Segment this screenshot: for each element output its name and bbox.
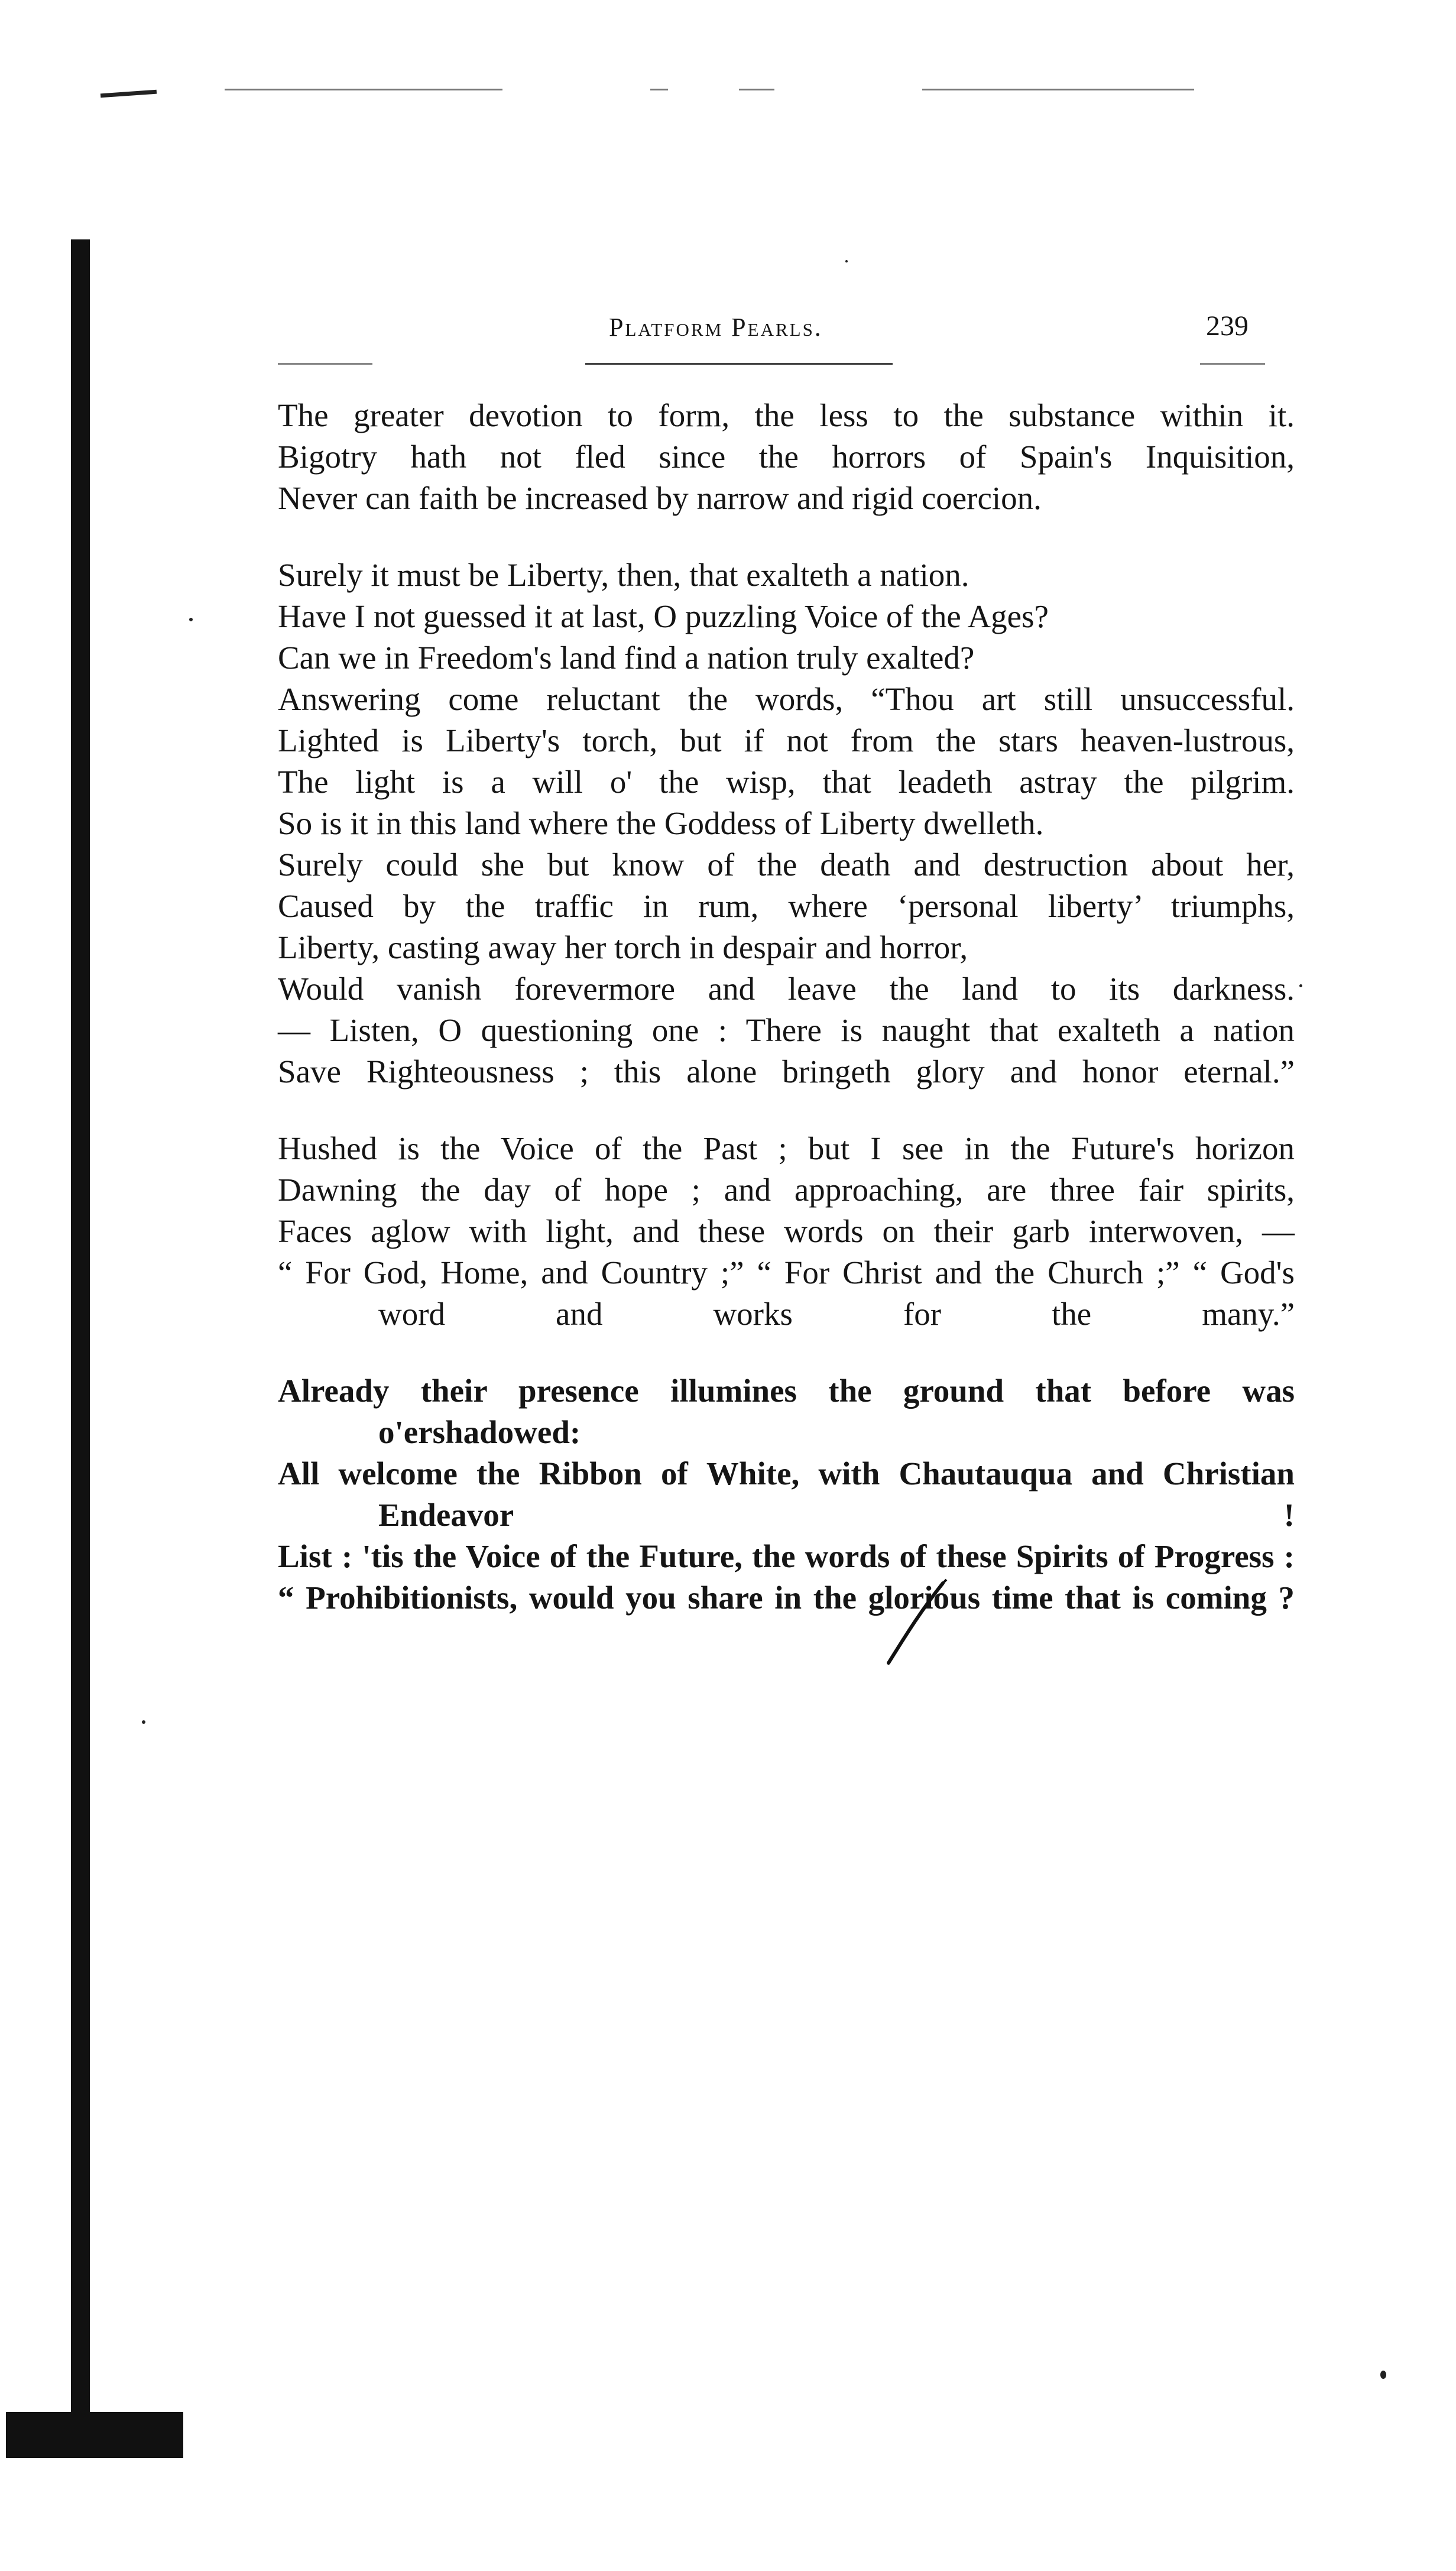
verse-line: The light is a will o' the wisp, that leadeth astray the pilgrim. [278, 764, 1295, 800]
speck [1380, 2371, 1386, 2379]
verse-line: All welcome the Ribbon of White, with Chautauqua and Christian Endeavor ! [278, 1455, 1295, 1533]
page-number: 239 [1206, 310, 1249, 342]
header-rule [1200, 363, 1265, 365]
binding-shadow [71, 239, 90, 2415]
scan-dash [739, 89, 774, 90]
verse-line: Liberty, casting away her torch in despair and horror, [278, 929, 968, 965]
verse-line: Never can faith be increased by narrow and rigid coercion. [278, 480, 1042, 516]
poem-text [278, 395, 1295, 1619]
verse-line: Surely it must be Liberty, then, that exalteth a nation. [278, 557, 969, 593]
verse-line: Have I not guessed it at last, O puzzling Voice of the Ages? [278, 598, 1049, 634]
verse-line: “ For God, Home, and Country ;” “ For Christ and the Church ;” “ God's word and works for the many.” [278, 1254, 1295, 1332]
verse-line: Caused by the traffic in rum, where ‘personal liberty’ triumphs, [278, 888, 1295, 924]
header-rule [278, 363, 372, 365]
pen-stroke-mark [884, 1577, 949, 1666]
verse-line: Lighted is Liberty's torch, but if not from the stars heaven-lustrous, [278, 722, 1295, 758]
running-head: Platform Pearls. [609, 313, 823, 342]
speck [1299, 984, 1302, 987]
verse-line: Already their presence illumines the ground that before was o'ershadowed: [278, 1373, 1295, 1450]
verse-line: Can we in Freedom's land find a nation truly exalted? [278, 640, 975, 676]
verse-line: Answering come reluctant the words, “Thou art still unsuccessful. [278, 681, 1295, 717]
stanza [278, 1128, 1295, 1335]
verse-line: Hushed is the Voice of the Past ; but I see in the Future's horizon [278, 1130, 1295, 1166]
scan-mark [100, 90, 157, 98]
verse-line: List : 'tis the Voice of the Future, the words of these Spirits of Progress : [278, 1538, 1295, 1574]
verse-line: The greater devotion to form, the less to the substance within it. [278, 397, 1295, 433]
verse-line: Dawning the day of hope ; and approaching, are three fair spirits, [278, 1172, 1295, 1208]
scan-dash [922, 89, 1194, 90]
verse-line: Save Righteousness ; this alone bringeth glory and honor eternal.” [278, 1053, 1295, 1090]
speck [845, 260, 848, 262]
scan-dash [650, 89, 668, 90]
speck [189, 618, 193, 621]
header-rule [585, 363, 893, 365]
stanza [278, 555, 1295, 1092]
verse-line: Would vanish forevermore and leave the land to its darkness. [278, 971, 1295, 1007]
scan-dash [225, 89, 502, 90]
verse-line: Bigotry hath not fled since the horrors of Spain's Inquisition, [278, 439, 1295, 475]
stanza [278, 1370, 1295, 1619]
verse-line: So is it in this land where the Goddess of Liberty dwelleth. [278, 805, 1044, 841]
speck [142, 1720, 145, 1724]
verse-line: Faces aglow with light, and these words on their garb interwoven, — [278, 1213, 1295, 1249]
verse-line: — Listen, O questioning one : There is naught that exalteth a nation [278, 1012, 1295, 1048]
verse-line: Surely could she but know of the death and destruction about her, [278, 847, 1295, 883]
stanza [278, 395, 1295, 519]
verse-line: “ Prohibitionists, would you share in the glorious time that is coming ? [278, 1580, 1295, 1616]
binding-shadow-foot [6, 2412, 183, 2458]
